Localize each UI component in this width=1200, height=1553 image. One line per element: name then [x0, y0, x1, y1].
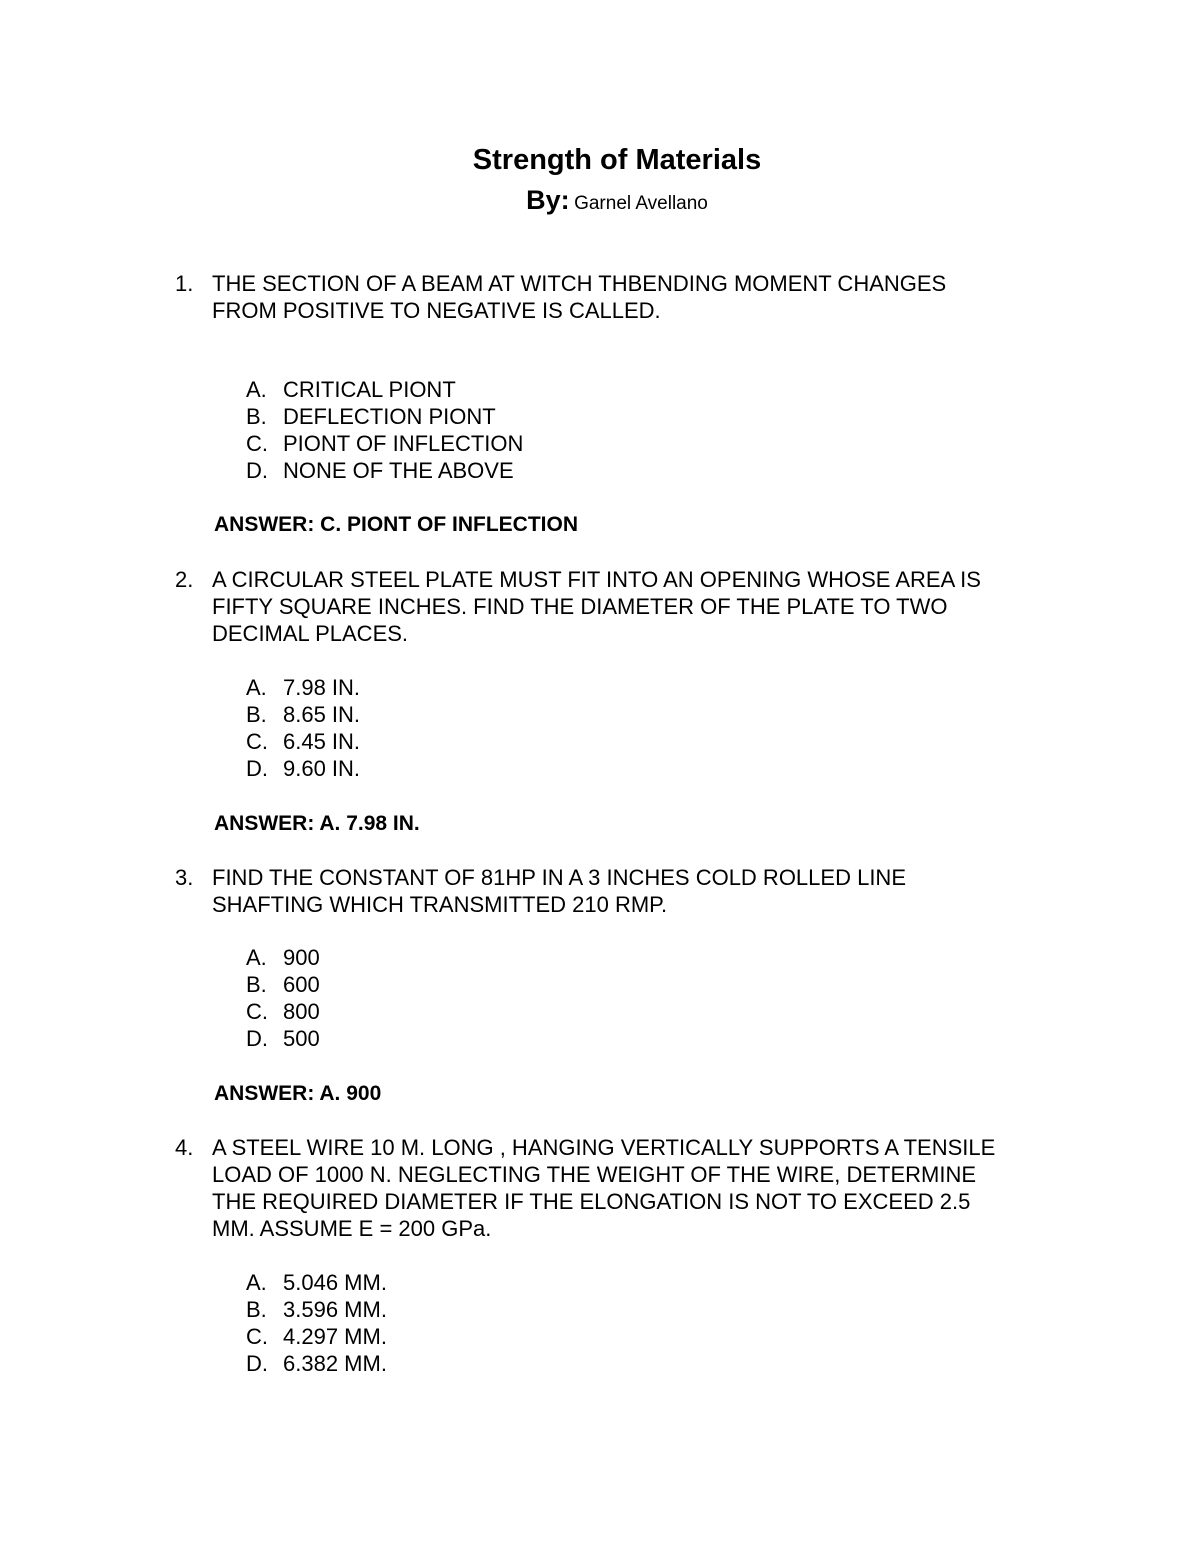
question-text: [212, 1134, 1092, 1242]
option-text: PIONT OF INFLECTION: [283, 431, 524, 456]
option-a: [0, 376, 1200, 403]
question-line: LOAD OF 1000 N. NEGLECTING THE WEIGHT OF THE WIRE, DETERMINE: [212, 1162, 977, 1187]
option-text: 9.60 IN.: [283, 756, 361, 781]
option-letter: D.: [246, 458, 268, 483]
option-text: CRITICAL PIONT: [283, 377, 456, 402]
option-b: [0, 971, 1200, 998]
option-letter: C.: [246, 729, 268, 754]
option-d: [0, 457, 1200, 484]
option-text: 8.65 IN.: [283, 702, 361, 727]
question-number: 2.: [175, 567, 194, 592]
option-letter: A.: [246, 675, 267, 700]
option-c: [0, 728, 1200, 755]
question-line: MM. ASSUME E = 200 GPa.: [212, 1216, 492, 1241]
option-c: [0, 1323, 1200, 1350]
question-line: THE REQUIRED DIAMETER IF THE ELONGATION IS NOT TO EXCEED 2.5: [212, 1189, 971, 1214]
question-line: A STEEL WIRE 10 M. LONG , HANGING VERTICALLY SUPPORTS A TENSILE: [212, 1135, 996, 1160]
option-c: [0, 998, 1200, 1025]
option-letter: C.: [246, 1324, 268, 1349]
question-number: 4.: [175, 1135, 194, 1160]
option-text: 5.046 MM.: [283, 1270, 387, 1295]
question-text: [212, 270, 1092, 324]
option-a: [0, 944, 1200, 971]
option-letter: A.: [246, 377, 267, 402]
answer-3: ANSWER: A. 900: [214, 1082, 382, 1105]
by-label: By:: [526, 185, 570, 215]
author-name: Garnel Avellano: [574, 193, 708, 214]
question-number: 3.: [175, 865, 194, 890]
answer-2: ANSWER: A. 7.98 IN.: [214, 812, 420, 835]
option-letter: B.: [246, 1297, 267, 1322]
option-d: [0, 1025, 1200, 1052]
question-text: [212, 864, 1092, 918]
option-text: 900: [283, 945, 320, 970]
option-text: 800: [283, 999, 320, 1024]
question-line: FIND THE CONSTANT OF 81HP IN A 3 INCHES COLD ROLLED LINE: [212, 865, 906, 890]
option-letter: C.: [246, 999, 268, 1024]
option-letter: B.: [246, 404, 267, 429]
option-text: 7.98 IN.: [283, 675, 361, 700]
option-text: NONE OF THE ABOVE: [283, 458, 514, 483]
option-letter: C.: [246, 431, 268, 456]
option-letter: A.: [246, 1270, 267, 1295]
option-c: [0, 430, 1200, 457]
option-letter: D.: [246, 1351, 268, 1376]
option-text: 600: [283, 972, 320, 997]
question-line: FIFTY SQUARE INCHES. FIND THE DIAMETER OF THE PLATE TO TWO: [212, 594, 948, 619]
option-letter: B.: [246, 702, 267, 727]
option-letter: A.: [246, 945, 267, 970]
answer-1: ANSWER: C. PIONT OF INFLECTION: [214, 513, 578, 536]
question-line: THE SECTION OF A BEAM AT WITCH THBENDING MOMENT CHANGES: [212, 271, 947, 296]
option-b: [0, 701, 1200, 728]
document-title: Strength of Materials: [472, 144, 762, 176]
question-line: FROM POSITIVE TO NEGATIVE IS CALLED.: [212, 298, 661, 323]
question-number: 1.: [175, 271, 194, 296]
option-b: [0, 1296, 1200, 1323]
option-d: [0, 1350, 1200, 1377]
option-text: 6.45 IN.: [283, 729, 361, 754]
option-b: [0, 403, 1200, 430]
author-line: [0, 182, 1200, 223]
option-text: 4.297 MM.: [283, 1324, 387, 1349]
question-text: [212, 566, 1092, 647]
question-line: A CIRCULAR STEEL PLATE MUST FIT INTO AN OPENING WHOSE AREA IS: [212, 567, 981, 592]
option-letter: B.: [246, 972, 267, 997]
question-line: DECIMAL PLACES.: [212, 621, 409, 646]
option-text: 3.596 MM.: [283, 1297, 387, 1322]
option-letter: D.: [246, 756, 268, 781]
option-letter: D.: [246, 1026, 268, 1051]
option-d: [0, 755, 1200, 782]
option-text: DEFLECTION PIONT: [283, 404, 496, 429]
option-a: [0, 1269, 1200, 1296]
option-text: 500: [283, 1026, 320, 1051]
question-line: SHAFTING WHICH TRANSMITTED 210 RMP.: [212, 892, 668, 917]
option-a: [0, 674, 1200, 701]
option-text: 6.382 MM.: [283, 1351, 387, 1376]
